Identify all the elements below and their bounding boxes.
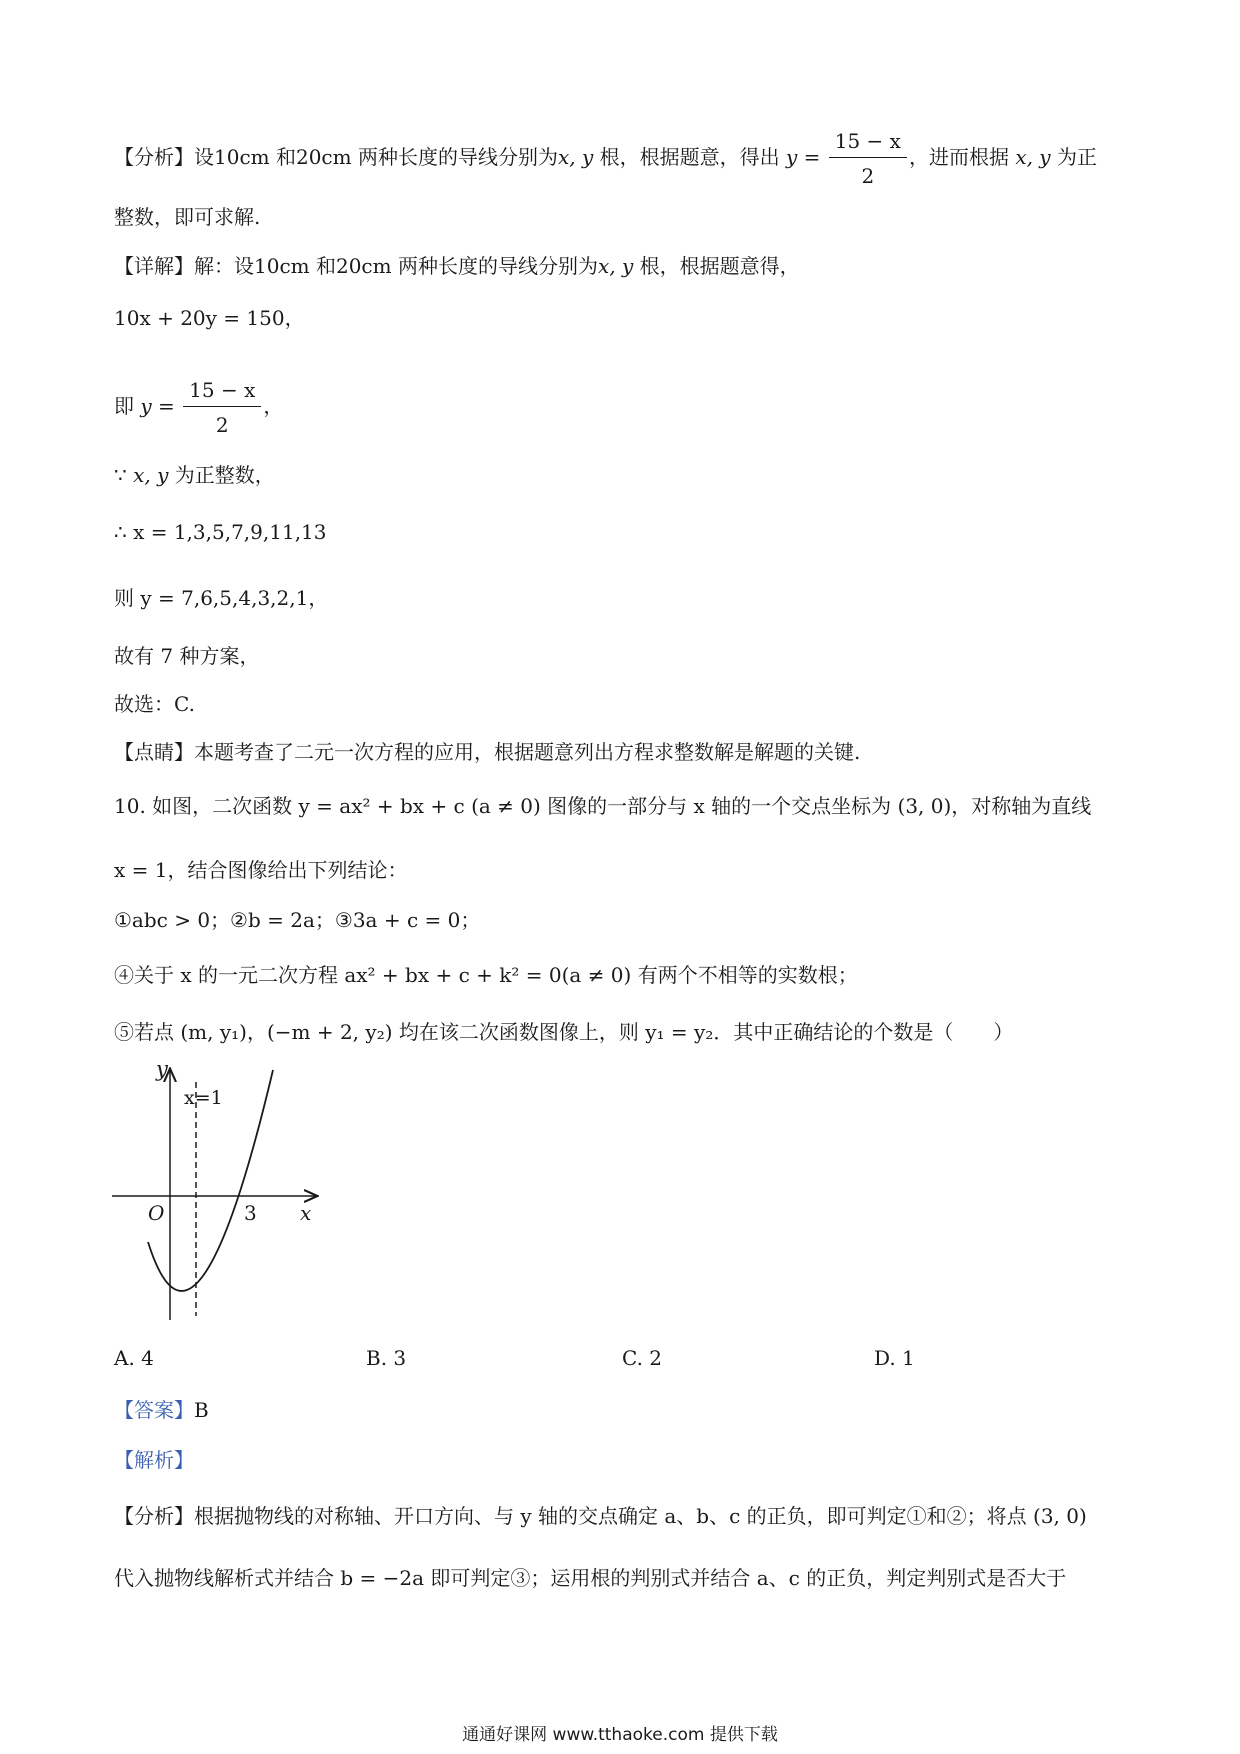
because-symbol: ∵: [114, 463, 134, 487]
because-vars: x, y: [133, 463, 169, 487]
option-a: A. 4: [114, 1346, 154, 1370]
eq2-suffix: ，: [263, 394, 284, 418]
analysis2-line-2: 代入抛物线解析式并结合 b = −2a 即可判定③；运用根的判别式并结合 a、c 的正负，判定判别式是否大于: [114, 1566, 1067, 1590]
x-axis-label: x: [300, 1201, 312, 1225]
eq2-lhs: y =: [140, 394, 175, 418]
origin-label: O: [148, 1201, 165, 1225]
q10-line-4: ④关于 x 的一元二次方程 ax² + bx + c + k² = 0(a ≠ 0) 有两个不相等的实数根；: [114, 963, 858, 987]
analysis-vars-2: x, y: [1015, 145, 1051, 169]
option-b: B. 3: [366, 1346, 407, 1370]
analysis-text-1: 设10cm 和20cm 两种长度的导线分别为: [194, 145, 558, 169]
because-line: [114, 461, 275, 489]
q10-line-1: 10. 如图，二次函数 y = ax² + bx + c (a ≠ 0) 图像的一部分与 x 轴的一个交点坐标为 (3, 0)，对称轴为直线: [114, 794, 1092, 818]
jiexi-tag: 【解析】: [114, 1448, 194, 1472]
comment-tag: 【点睛】: [114, 740, 194, 764]
detail-tag: 【详解】: [114, 254, 194, 278]
eq2-fraction: $\frac{15 - x}{2}$: [183, 376, 261, 439]
equation-1: 10x + 20y = 150，: [114, 306, 305, 330]
detail-vars: x, y: [597, 254, 634, 278]
then-line: 则 y = 7,6,5,4,3,2,1，: [114, 586, 329, 610]
answer-value: B: [194, 1398, 209, 1422]
because-text: 为正整数，: [168, 463, 275, 487]
page-footer: 通通好课网 www.tthaoke.com 提供下载: [462, 1725, 778, 1745]
q10-line-5: ⑤若点 (m, y₁)，(−m + 2, y₂) 均在该二次函数图像上，则 y₁ = y₂．其中正确结论的个数是（ ）: [114, 1020, 1014, 1044]
analysis-line-1: [114, 127, 1097, 190]
therefore-line: ∴ x = 1,3,5,7,9,11,13: [114, 520, 327, 544]
choice-line: 故选：C.: [114, 692, 195, 716]
plans-line: 故有 7 种方案，: [114, 644, 260, 668]
analysis2-tag: 【分析】: [114, 1504, 194, 1528]
analysis-eq-lhs: y =: [785, 145, 821, 169]
equation-2: [114, 376, 283, 439]
analysis-tag: 【分析】: [114, 145, 194, 169]
q10-line-2: x = 1，结合图像给出下列结论：: [114, 858, 408, 882]
option-d: D. 1: [874, 1346, 915, 1370]
detail-text: 解：设10cm 和20cm 两种长度的导线分别为: [194, 254, 598, 278]
analysis-text-4: 为正: [1050, 145, 1097, 169]
symmetry-label: x=1: [184, 1087, 223, 1109]
analysis-line-2: 整数，即可求解.: [114, 205, 261, 229]
x-intercept-label: 3: [244, 1201, 257, 1225]
detail-text-2: 根，根据题意得，: [633, 254, 800, 278]
q10-line-3: ①abc > 0；②b = 2a；③3a + c = 0；: [114, 908, 481, 932]
eq2-prefix: 即: [114, 394, 141, 418]
detail-line: [114, 252, 800, 280]
analysis-fraction: $\frac{15 - x}{2}$: [829, 127, 907, 190]
analysis-text-2: 根，根据题意，得出: [593, 145, 786, 169]
comment-text: 本题考查了二元一次方程的应用，根据题意列出方程求整数解是解题的关键.: [194, 740, 861, 764]
analysis2-line-1: [114, 1502, 1087, 1530]
option-c: C. 2: [622, 1346, 663, 1370]
comment-line: [114, 738, 860, 766]
analysis2-text-1: 根据抛物线的对称轴、开口方向、与 y 轴的交点确定 a、b、c 的正负，即可判定①和②；将点 (3, 0): [194, 1504, 1087, 1528]
answer-tag: 【答案】: [114, 1398, 194, 1422]
analysis-vars: x, y: [557, 145, 594, 169]
parabola-graph: [104, 1060, 344, 1330]
y-axis-label: y: [156, 1060, 168, 1081]
analysis-text-3: ，进而根据: [908, 145, 1016, 169]
answer-line: [114, 1396, 209, 1424]
